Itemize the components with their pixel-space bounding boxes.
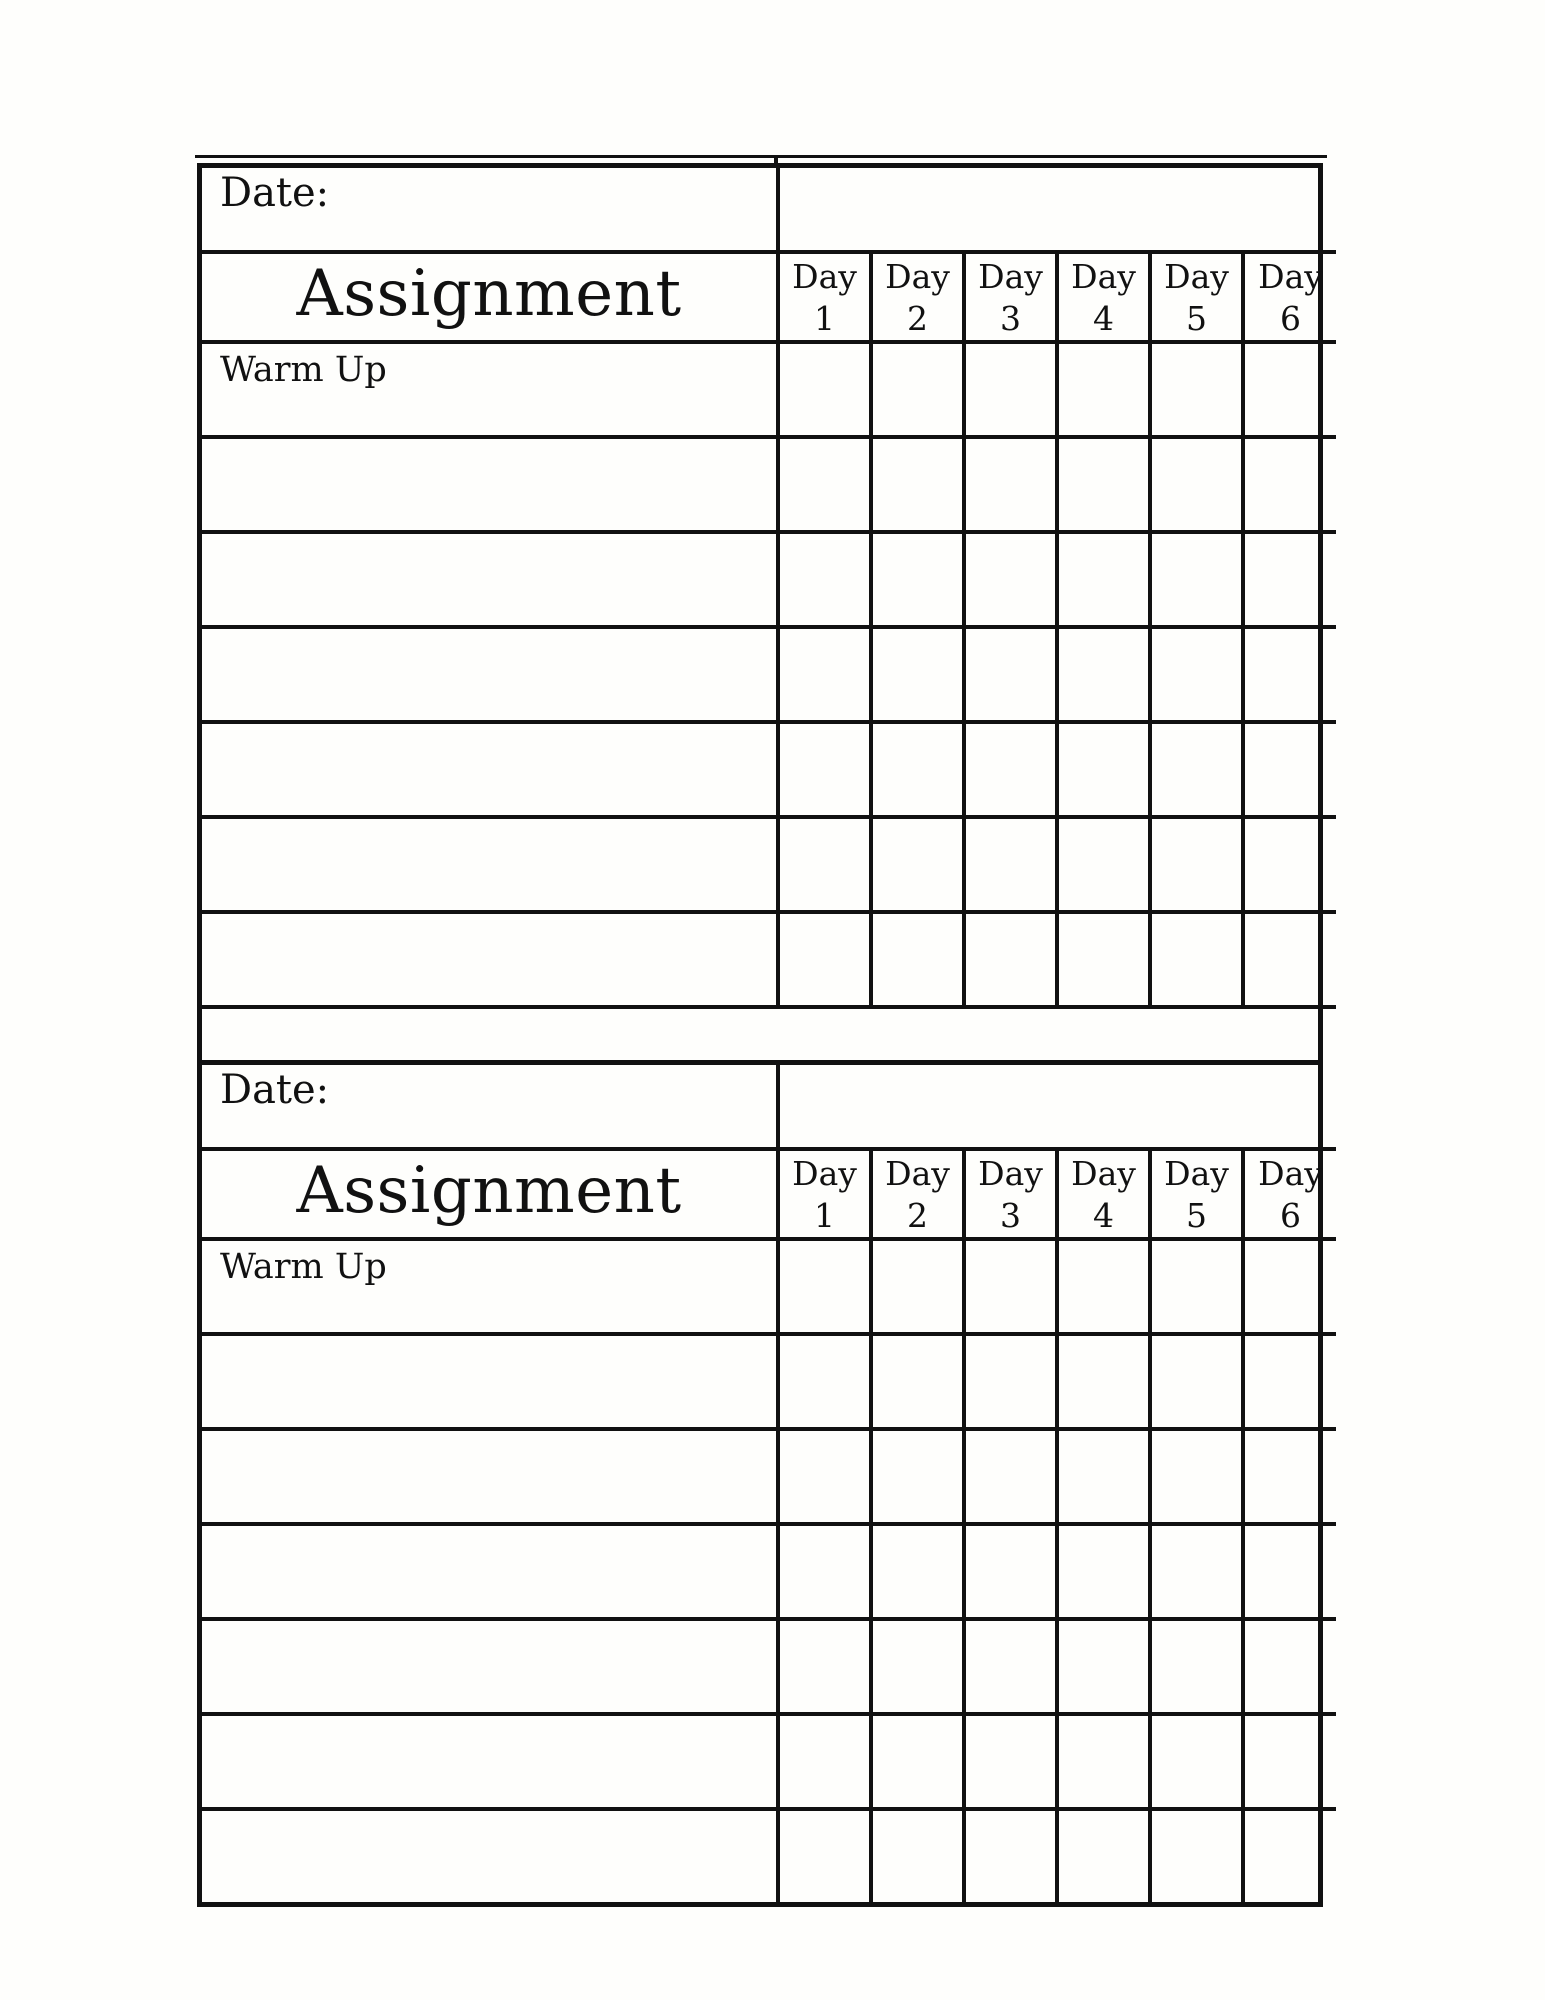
- assignment-cell[interactable]: [202, 1524, 778, 1619]
- day-cell[interactable]: [1243, 532, 1336, 627]
- assignment-label: Warm Up: [220, 1247, 387, 1287]
- day-cell[interactable]: [1057, 627, 1150, 722]
- day-cell[interactable]: [964, 1239, 1057, 1334]
- day-header-6: [1243, 1149, 1336, 1239]
- day-cell[interactable]: [1150, 912, 1243, 1007]
- day-cell[interactable]: [1057, 1714, 1150, 1809]
- day-cell[interactable]: [778, 1619, 871, 1714]
- day-cell[interactable]: [1057, 437, 1150, 532]
- day-header-4: [1057, 1149, 1150, 1239]
- day-cell[interactable]: [1150, 1429, 1243, 1524]
- day-cell[interactable]: [1150, 627, 1243, 722]
- day-cell[interactable]: [1243, 1239, 1336, 1334]
- day-cell[interactable]: [964, 912, 1057, 1007]
- day-cell[interactable]: [1243, 437, 1336, 532]
- day-cell[interactable]: [778, 1524, 871, 1619]
- table-row: [202, 1809, 1336, 1902]
- day-cell[interactable]: [1243, 342, 1336, 437]
- day-cell[interactable]: [1150, 1619, 1243, 1714]
- day-cell[interactable]: [1057, 1429, 1150, 1524]
- day-word: Day: [792, 257, 857, 296]
- day-number: 6: [1280, 299, 1302, 338]
- day-cell[interactable]: [871, 627, 964, 722]
- day-cell[interactable]: [964, 722, 1057, 817]
- day-cell[interactable]: [964, 1809, 1057, 1902]
- day-cell[interactable]: [1243, 1619, 1336, 1714]
- assignment-label: [202, 629, 776, 633]
- day-word: Day: [978, 1154, 1043, 1193]
- day-number: 4: [1093, 299, 1114, 338]
- day-cell[interactable]: [778, 1809, 871, 1902]
- day-cell[interactable]: [871, 1334, 964, 1429]
- day-number: 1: [814, 299, 835, 338]
- day-cell[interactable]: [1243, 722, 1336, 817]
- assignment-cell[interactable]: [202, 342, 778, 437]
- assignment-cell[interactable]: [202, 627, 778, 722]
- day-cell[interactable]: [778, 1239, 871, 1334]
- day-header-5: [1150, 1149, 1243, 1239]
- day-word: Day: [1258, 257, 1323, 296]
- day-cell[interactable]: [964, 342, 1057, 437]
- date-value-field[interactable]: [778, 168, 1336, 252]
- day-header-2: [871, 1149, 964, 1239]
- day-cell[interactable]: [964, 1619, 1057, 1714]
- table-row: [202, 532, 1336, 627]
- assignment-label: [202, 1526, 776, 1530]
- day-number: 5: [1186, 1196, 1207, 1235]
- day-cell[interactable]: [1057, 722, 1150, 817]
- day-cell[interactable]: [778, 627, 871, 722]
- spacer-row: [202, 1007, 1336, 1067]
- assignment-cell[interactable]: [202, 912, 778, 1007]
- table-row: [202, 342, 1336, 437]
- day-cell[interactable]: [778, 817, 871, 912]
- day-header-6: [1243, 252, 1336, 342]
- assignment-label: [202, 724, 776, 728]
- assignment-cell[interactable]: [202, 1239, 778, 1334]
- day-header-3: [964, 1149, 1057, 1239]
- day-cell[interactable]: [871, 342, 964, 437]
- table-row: [202, 1619, 1336, 1714]
- assignment-label: [202, 1431, 776, 1435]
- day-cell[interactable]: [1243, 1334, 1336, 1429]
- day-header-3: [964, 252, 1057, 342]
- day-cell[interactable]: [871, 437, 964, 532]
- assignment-header-cell: [202, 1149, 778, 1239]
- day-cell[interactable]: [1243, 627, 1336, 722]
- day-cell[interactable]: [1150, 1334, 1243, 1429]
- date-label: Date:: [220, 170, 330, 216]
- assignment-label: [202, 1716, 776, 1720]
- day-cell[interactable]: [871, 1619, 964, 1714]
- day-header-1: [778, 1149, 871, 1239]
- day-cell[interactable]: [1057, 817, 1150, 912]
- day-cell[interactable]: [1243, 912, 1336, 1007]
- day-word: Day: [885, 1154, 950, 1193]
- assignment-cell[interactable]: [202, 1809, 778, 1902]
- day-cell[interactable]: [778, 342, 871, 437]
- day-cell[interactable]: [1150, 532, 1243, 627]
- assignment-label: [202, 439, 776, 443]
- day-cell[interactable]: [1243, 1524, 1336, 1619]
- assignment-header: Assignment: [296, 1154, 682, 1228]
- assignment-label: [202, 1336, 776, 1340]
- assignment-label: [202, 819, 776, 823]
- day-number: 6: [1280, 1196, 1302, 1235]
- assignment-label: [202, 1811, 776, 1815]
- table-row: [202, 1239, 1336, 1334]
- assignment-label: [202, 1621, 776, 1625]
- day-cell[interactable]: [1057, 532, 1150, 627]
- day-cell[interactable]: [1150, 722, 1243, 817]
- table-row: [202, 1714, 1336, 1809]
- day-cell[interactable]: [871, 1239, 964, 1334]
- day-cell[interactable]: [1057, 342, 1150, 437]
- day-header-4: [1057, 252, 1150, 342]
- assignment-table-2: [202, 1065, 1336, 1902]
- assignment-cell[interactable]: [202, 817, 778, 912]
- day-cell[interactable]: [1243, 817, 1336, 912]
- day-cell[interactable]: [964, 532, 1057, 627]
- day-cell[interactable]: [1057, 1809, 1150, 1902]
- day-cell[interactable]: [871, 1809, 964, 1902]
- day-cell[interactable]: [778, 722, 871, 817]
- day-cell[interactable]: [871, 1524, 964, 1619]
- assignment-header-cell: [202, 252, 778, 342]
- day-word: Day: [1164, 257, 1229, 296]
- day-number: 2: [907, 1196, 928, 1235]
- day-word: Day: [1164, 1154, 1229, 1193]
- day-cell[interactable]: [964, 1714, 1057, 1809]
- header-row: [202, 252, 1336, 342]
- day-header-2: [871, 252, 964, 342]
- table-row: [202, 912, 1336, 1007]
- day-cell[interactable]: [964, 1334, 1057, 1429]
- day-number: 5: [1186, 299, 1207, 338]
- day-cell[interactable]: [1243, 1429, 1336, 1524]
- day-cell[interactable]: [778, 437, 871, 532]
- header-row: [202, 1149, 1336, 1239]
- day-cell[interactable]: [871, 722, 964, 817]
- date-label-cell: [202, 168, 778, 252]
- table-row: [202, 437, 1336, 532]
- day-cell[interactable]: [1150, 817, 1243, 912]
- day-number: 3: [1000, 299, 1021, 338]
- day-cell[interactable]: [778, 532, 871, 627]
- day-cell[interactable]: [1150, 437, 1243, 532]
- assignment-label: [202, 534, 776, 538]
- date-value-field[interactable]: [778, 1065, 1336, 1149]
- table-row: [202, 1429, 1336, 1524]
- assignment-log-1: [197, 163, 1323, 1072]
- day-cell[interactable]: [1057, 1619, 1150, 1714]
- day-number: 2: [907, 299, 928, 338]
- day-cell[interactable]: [964, 437, 1057, 532]
- day-cell[interactable]: [1150, 1524, 1243, 1619]
- table-row: [202, 817, 1336, 912]
- assignment-table-1: [202, 168, 1336, 1067]
- date-label: Date:: [220, 1067, 330, 1113]
- day-cell[interactable]: [1150, 342, 1243, 437]
- day-word: Day: [792, 1154, 857, 1193]
- spacer-cell: [202, 1007, 1336, 1067]
- day-header-1: [778, 252, 871, 342]
- day-cell[interactable]: [778, 1714, 871, 1809]
- assignment-cell[interactable]: [202, 1429, 778, 1524]
- day-cell[interactable]: [778, 912, 871, 1007]
- day-cell[interactable]: [871, 532, 964, 627]
- assignment-cell[interactable]: [202, 1619, 778, 1714]
- day-cell[interactable]: [1057, 912, 1150, 1007]
- day-cell[interactable]: [871, 817, 964, 912]
- day-cell[interactable]: [1150, 1714, 1243, 1809]
- day-cell[interactable]: [778, 1334, 871, 1429]
- table-row: [202, 722, 1336, 817]
- date-row: [202, 168, 1336, 252]
- day-cell[interactable]: [1243, 1809, 1336, 1902]
- day-cell[interactable]: [1057, 1239, 1150, 1334]
- day-word: Day: [1071, 257, 1136, 296]
- top-rule: [195, 155, 1327, 158]
- date-label-cell: [202, 1065, 778, 1149]
- day-cell[interactable]: [1243, 1714, 1336, 1809]
- assignment-label: [202, 914, 776, 918]
- day-cell[interactable]: [1150, 1809, 1243, 1902]
- day-cell[interactable]: [964, 627, 1057, 722]
- day-cell[interactable]: [964, 817, 1057, 912]
- day-word: Day: [1071, 1154, 1136, 1193]
- day-cell[interactable]: [871, 1714, 964, 1809]
- table-row: [202, 1334, 1336, 1429]
- day-number: 3: [1000, 1196, 1021, 1235]
- day-word: Day: [885, 257, 950, 296]
- assignment-header: Assignment: [296, 257, 682, 331]
- day-number: 4: [1093, 1196, 1114, 1235]
- date-row: [202, 1065, 1336, 1149]
- day-word: Day: [978, 257, 1043, 296]
- day-number: 1: [814, 1196, 835, 1235]
- day-cell[interactable]: [1057, 1524, 1150, 1619]
- day-header-5: [1150, 252, 1243, 342]
- assignment-cell[interactable]: [202, 722, 778, 817]
- day-cell[interactable]: [778, 1429, 871, 1524]
- day-cell[interactable]: [1150, 1239, 1243, 1334]
- day-word: Day: [1258, 1154, 1323, 1193]
- assignment-cell[interactable]: [202, 532, 778, 627]
- assignment-label: Warm Up: [220, 350, 387, 390]
- assignment-cell[interactable]: [202, 437, 778, 532]
- day-cell[interactable]: [964, 1429, 1057, 1524]
- table-row: [202, 627, 1336, 722]
- assignment-cell[interactable]: [202, 1334, 778, 1429]
- day-cell[interactable]: [964, 1524, 1057, 1619]
- day-cell[interactable]: [871, 1429, 964, 1524]
- assignment-log-2: [197, 1060, 1323, 1907]
- table-row: [202, 1524, 1336, 1619]
- day-cell[interactable]: [871, 912, 964, 1007]
- assignment-cell[interactable]: [202, 1714, 778, 1809]
- day-cell[interactable]: [1057, 1334, 1150, 1429]
